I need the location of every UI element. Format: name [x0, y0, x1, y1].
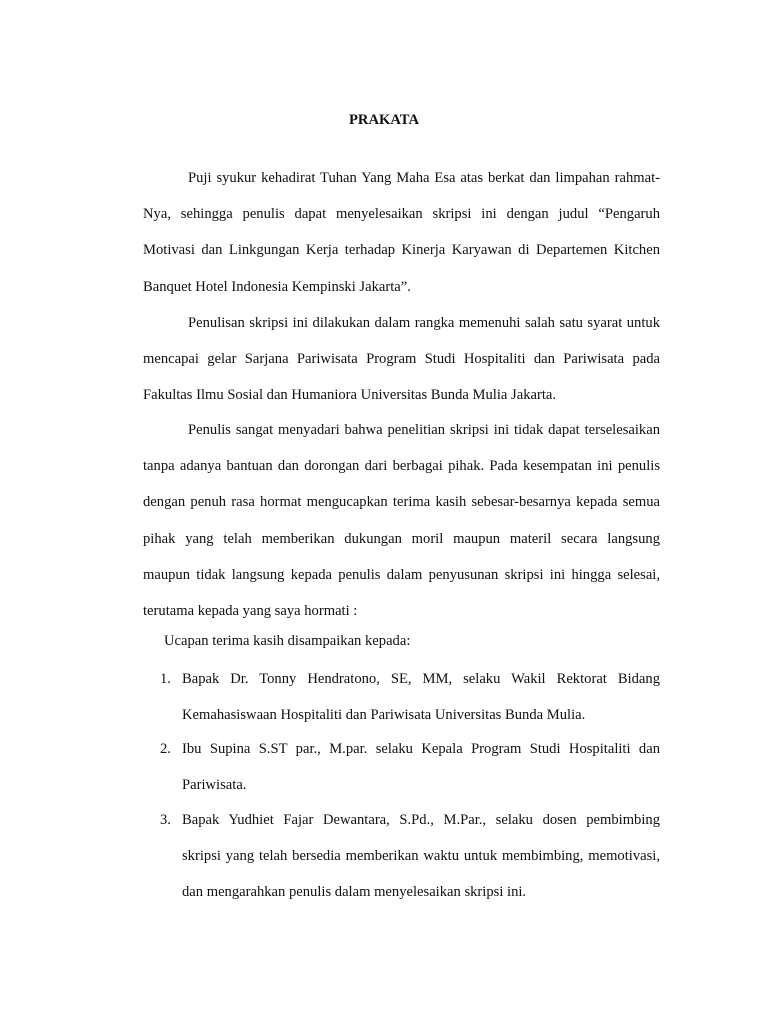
list-item-text [182, 802, 660, 911]
paragraph-line: dengan penuh rasa hormat mengucapkan terima kasih sebesar-besarnya kepada semua [143, 494, 660, 511]
list-line: Bapak Yudhiet Fajar Dewantara, S.Pd., M.Par., selaku dosen pembimbing [182, 812, 660, 828]
list-number: 1. [160, 671, 171, 687]
paragraph-line: mencapai gelar Sarjana Pariwisata Program Studi Hospitaliti dan Pariwisata pada [143, 351, 660, 368]
paragraph-line: Penulisan skripsi ini dilakukan dalam rangka memenuhi salah satu syarat untuk [188, 315, 660, 331]
list-number: 3. [160, 812, 171, 828]
paragraph-line: Nya, sehingga penulis dapat menyelesaikan skripsi ini dengan judul “Pengaruh [143, 206, 660, 223]
paragraph-intro [143, 160, 660, 305]
list-item-text [182, 661, 660, 733]
paragraph-line: terutama kepada yang saya hormati : [143, 602, 358, 619]
list-line: Pariwisata. [182, 777, 247, 794]
page-title: PRAKATA [349, 112, 419, 128]
paragraph-line: Penulis sangat menyadari bahwa penelitian skripsi ini tidak dapat terselesaikan [188, 422, 660, 438]
paragraph-line: tanpa adanya bantuan dan dorongan dari berbagai pihak. Pada kesempatan ini penulis [143, 458, 660, 475]
list-line: Bapak Dr. Tonny Hendratono, SE, MM, selaku Wakil Rektorat Bidang [182, 671, 660, 687]
paragraph-line: Puji syukur kehadirat Tuhan Yang Maha Esa atas berkat dan limpahan rahmat- [188, 170, 660, 186]
list-line: Ibu Supina S.ST par., M.par. selaku Kepala Program Studi Hospitaliti dan [182, 741, 660, 757]
paragraph-line: Motivasi dan Linkgungan Kerja terhadap Kinerja Karyawan di Departemen Kitchen [143, 242, 660, 259]
list-line: Kemahasiswaan Hospitaliti dan Pariwisata Universitas Bunda Mulia. [182, 707, 586, 724]
paragraph-line: Banquet Hotel Indonesia Kempinski Jakarta”. [143, 278, 411, 295]
paragraph-line: pihak yang telah memberikan dukungan moril maupun materil secara langsung [143, 530, 660, 547]
list-line: dan mengarahkan penulis dalam menyelesaikan skripsi ini. [182, 884, 527, 901]
paragraph-purpose [143, 305, 660, 414]
list-intro: Ucapan terima kasih disampaikan kepada: [164, 633, 411, 649]
list-item-text [182, 731, 660, 803]
paragraph-line: maupun tidak langsung kepada penulis dalam penyusunan skripsi ini hingga selesai, [143, 566, 660, 583]
paragraph-line: Fakultas Ilmu Sosial dan Humaniora Universitas Bunda Mulia Jakarta. [143, 387, 557, 404]
paragraph-acknowledgement [143, 412, 660, 629]
list-number: 2. [160, 741, 171, 757]
list-line: skripsi yang telah bersedia memberikan waktu untuk membimbing, memotivasi, [182, 848, 660, 865]
